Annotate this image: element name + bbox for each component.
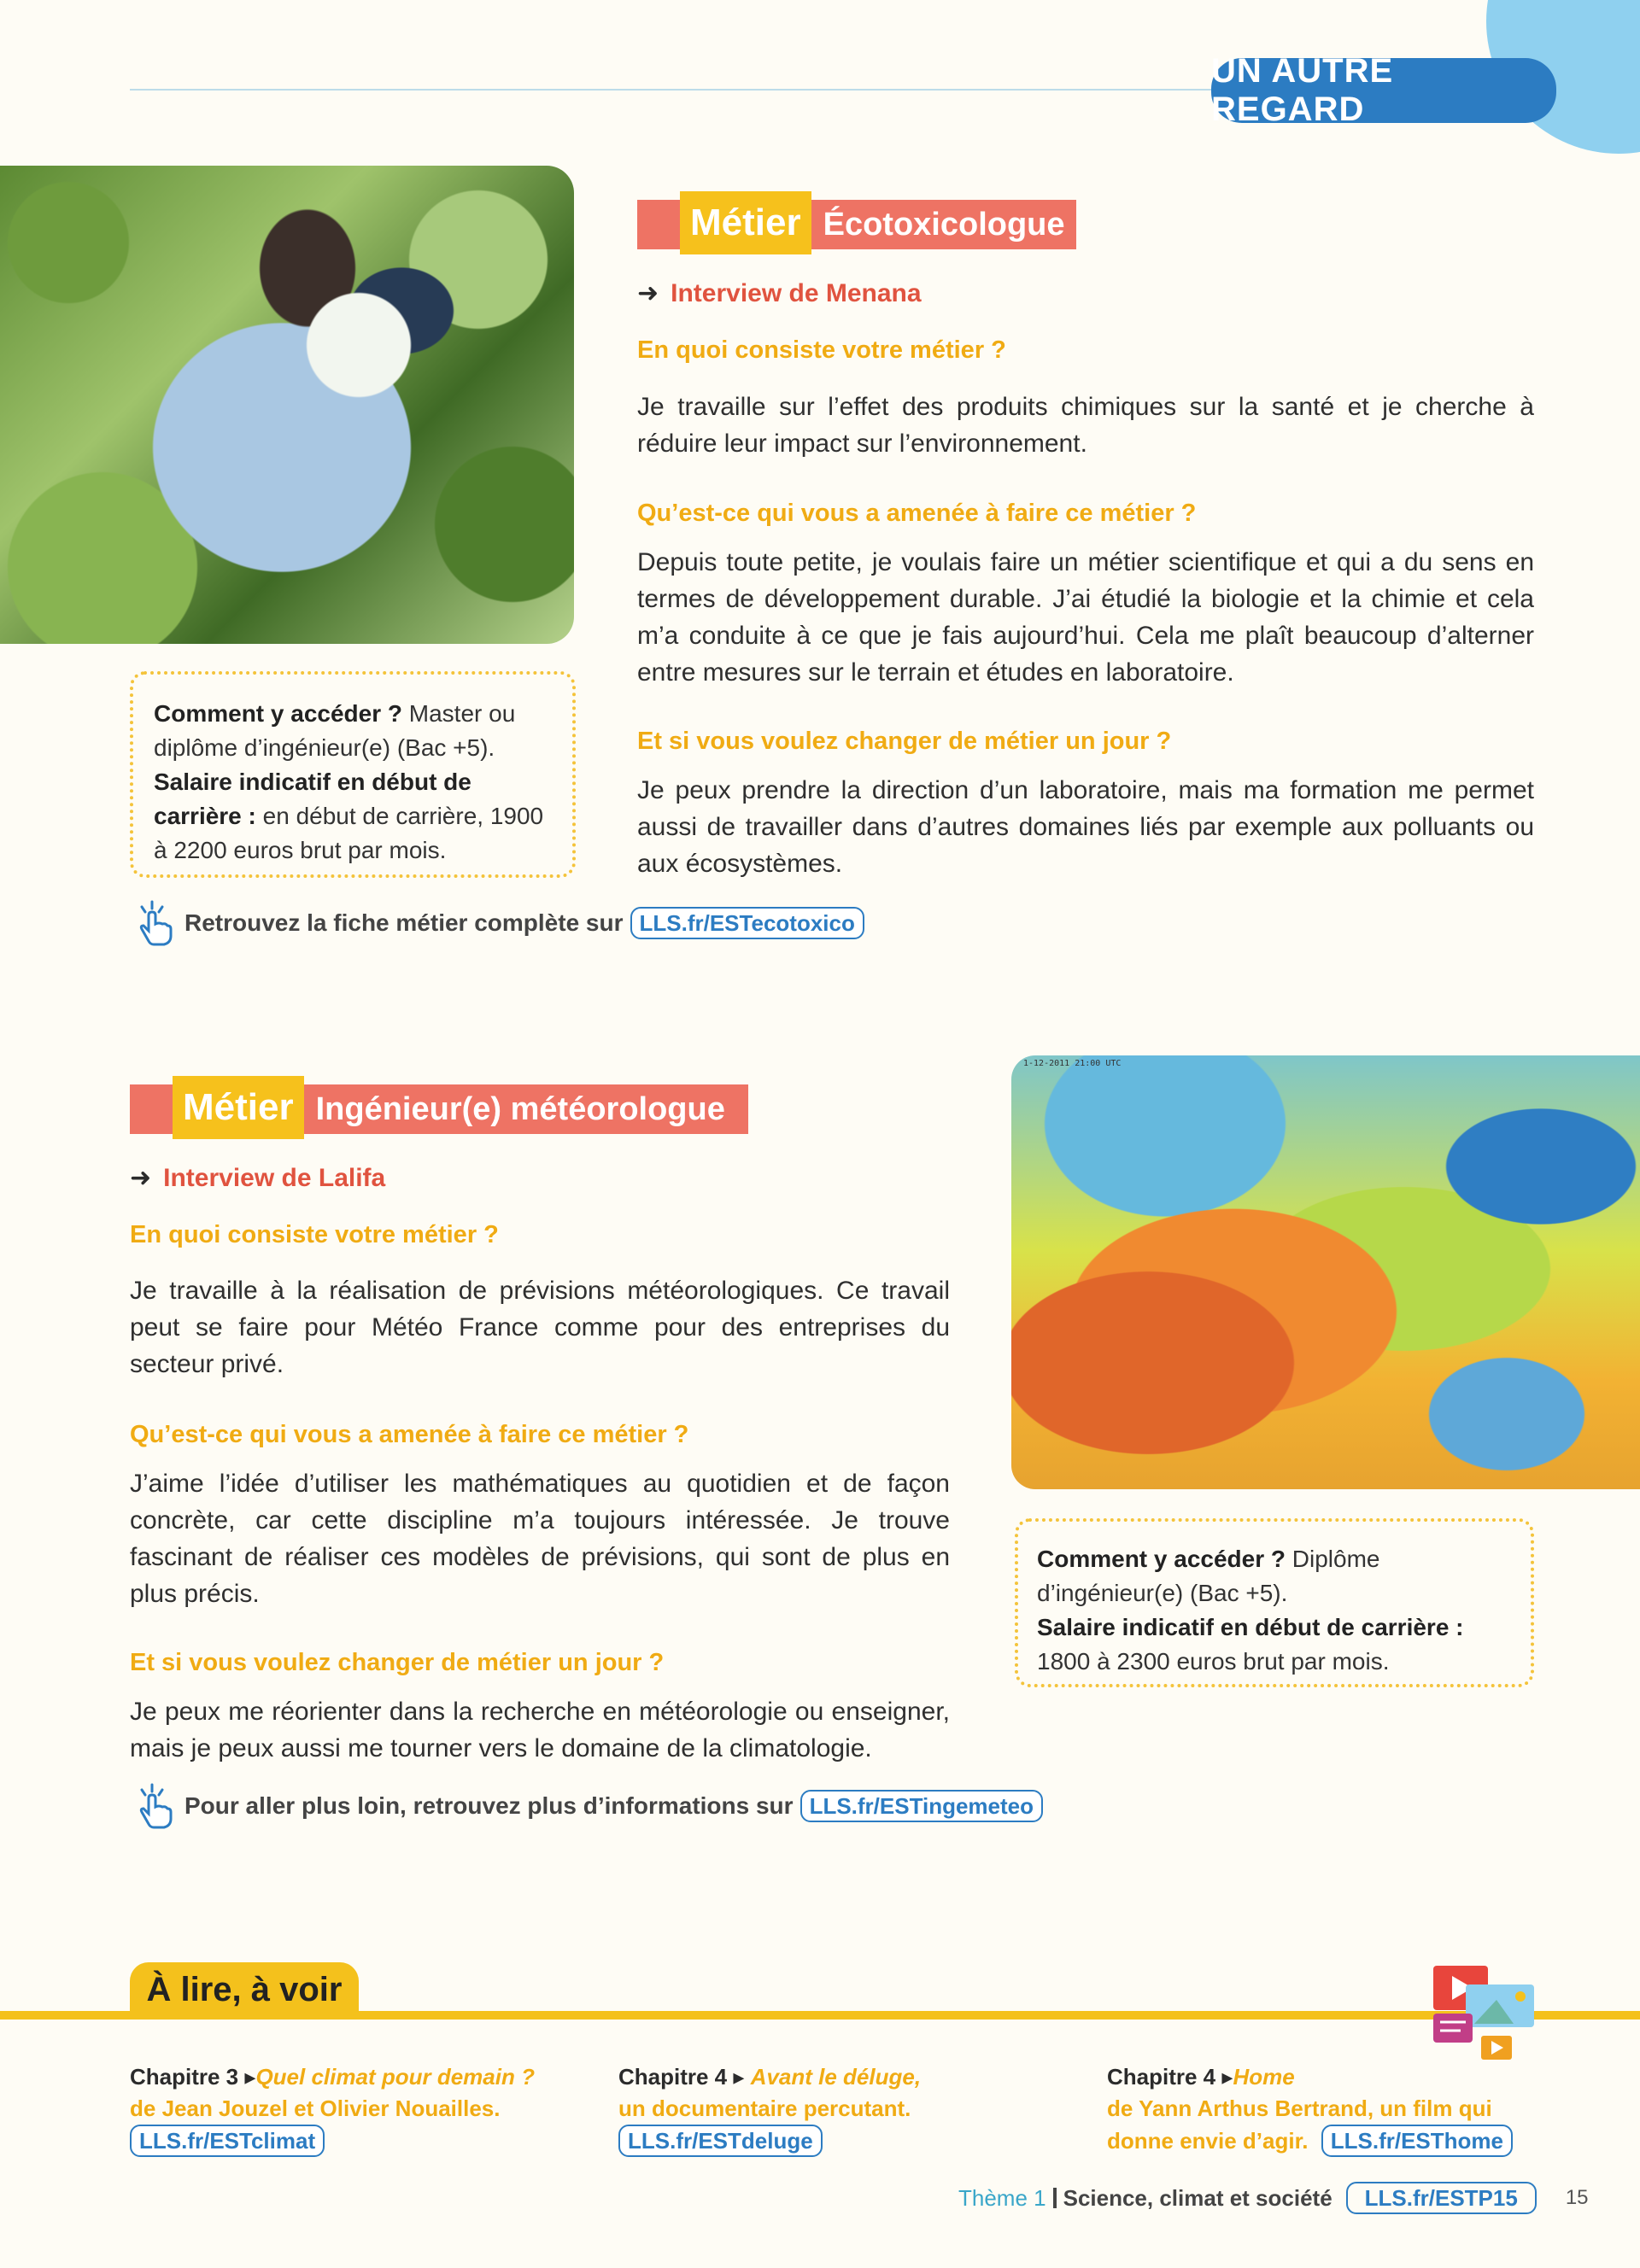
metier-title-bar — [637, 200, 1076, 249]
section-badge: UN AUTRE REGARD — [1211, 58, 1556, 123]
metier-job-title-2: Ingénieur(e) météorologue — [315, 1090, 725, 1127]
map-caption: 1-12-2011 21:00 UTC — [1023, 1059, 1122, 1068]
interview-heading-2: ➜ Interview de Lalifa — [130, 1164, 386, 1192]
metier-word: Métier — [680, 191, 811, 254]
link-ecotoxico[interactable]: LLS.fr/ESTecotoxico — [630, 907, 864, 939]
page-number: 15 — [1565, 2186, 1589, 2209]
media-icons — [1428, 1962, 1539, 2065]
metier-job-title: Écotoxicologue — [823, 206, 1065, 243]
arrow-right-icon: ➜ — [637, 279, 659, 307]
interview-heading: ➜ Interview de Menana — [637, 279, 922, 307]
alire-item-1: Chapitre 3 ▸Quel climat pour demain ? de Jean Jouzel et Olivier Nouailles. LLS.fr/ESTclimat — [130, 2061, 574, 2157]
info-box-access-salary-2: Comment y accéder ? Diplôme d’ingénieur(e) (Bac +5). Salaire indicatif en début de carrière : 1800 à 2300 euros brut par mois. — [1015, 1518, 1534, 1687]
alire-item-2: Chapitre 4 ▸ Avant le déluge, un documentaire percutant. LLS.fr/ESTdeluge — [618, 2061, 1063, 2157]
footer-theme: Thème 1 — [958, 2184, 1046, 2211]
question-2: Qu’est-ce qui vous a amenée à faire ce métier ? — [637, 500, 1197, 527]
arrow-right-icon: ➜ — [130, 1164, 152, 1192]
link-deluge[interactable]: LLS.fr/ESTdeluge — [618, 2125, 823, 2157]
metier-title-bar-2 — [130, 1084, 748, 1134]
info-box-access-salary: Comment y accéder ? Master ou diplôme d’ingénieur(e) (Bac +5). Salaire indicatif en début de carrière : en début de carrière, 1900 à 2200 euros brut par mois. — [130, 671, 576, 878]
answer-3: Je peux prendre la direction d’un laboratoire, mais ma formation me permet aussi de travailler dans d’autres domaines liés par exemple aux polluants ou aux écosystèmes. — [637, 776, 1534, 878]
pointing-hand-icon — [130, 1781, 179, 1831]
comment-icon — [1433, 2014, 1473, 2043]
alire-title: À lire, à voir — [130, 1962, 359, 2017]
photo-greenhouse-scientist — [0, 166, 574, 644]
question-1: En quoi consiste votre métier ? — [637, 336, 1006, 364]
play-small-icon: ▸ — [733, 2064, 745, 2090]
question-2-2: Qu’est-ce qui vous a amenée à faire ce métier ? — [130, 1421, 689, 1448]
link-home[interactable]: LLS.fr/ESThome — [1321, 2125, 1513, 2157]
more-info-line: Retrouvez la fiche métier complète sur LLS.fr/ESTecotoxico — [130, 898, 864, 948]
weather-map-image — [1011, 1055, 1640, 1489]
play-small-icon: ▸ — [244, 2064, 256, 2090]
question-3: Et si vous voulez changer de métier un jour ? — [637, 728, 1172, 755]
link-ingemeteo[interactable]: LLS.fr/ESTingemeteo — [800, 1790, 1043, 1822]
link-climat[interactable]: LLS.fr/ESTclimat — [130, 2125, 325, 2157]
answer-1: Je travaille sur l’effet des produits chimiques sur la santé et je cherche à réduire leur impact sur l’environnement. — [637, 393, 1534, 458]
answer-2-1: Je travaille à la réalisation de prévisions météorologiques. Ce travail peut se faire pour Météo France comme pour des entreprises du secteur privé. — [130, 1277, 950, 1378]
answer-2-2: J’aime l’idée d’utiliser les mathématiques au quotidien et de façon concrète, car cette discipline m’a toujours intéressée. Je trouve fascinant de réaliser ces modèles de prévisions, qui sont de plus en plus précis. — [130, 1470, 950, 1608]
answer-2: Depuis toute petite, je voulais faire un métier scientifique et qui a du sens en termes de développement durable. J’ai étudié la biologie et la chimie et cela m’a conduite à ce que je fais aujourd’hui. Cela me plaît beaucoup d’alterner entre mesures sur le terrain et études en laboratoire. — [637, 548, 1534, 687]
page-footer — [958, 2182, 1589, 2214]
question-2-1: En quoi consiste votre métier ? — [130, 1221, 499, 1248]
alire-item-3: Chapitre 4 ▸Home de Yann Arthus Bertrand, un film qui donne envie d’agir. LLS.fr/ESThome — [1107, 2061, 1551, 2157]
pointing-hand-icon — [130, 898, 179, 948]
header-rule — [130, 89, 1223, 91]
play-small-icon: ▸ — [1221, 2064, 1233, 2090]
footer-link[interactable]: LLS.fr/ESTP15 — [1346, 2182, 1537, 2214]
metier-word-2: Métier — [173, 1076, 304, 1139]
more-info-line-2: Pour aller plus loin, retrouvez plus d’informations sur LLS.fr/ESTingemeteo — [130, 1781, 1043, 1831]
question-2-3: Et si vous voulez changer de métier un jour ? — [130, 1649, 665, 1676]
answer-2-3: Je peux me réorienter dans la recherche en météorologie ou enseigner, mais je peux aussi me tourner vers le domaine de la climatologie. — [130, 1698, 950, 1762]
footer-subject: Science, climat et société — [1063, 2184, 1332, 2211]
footer-separator — [1053, 2188, 1057, 2208]
